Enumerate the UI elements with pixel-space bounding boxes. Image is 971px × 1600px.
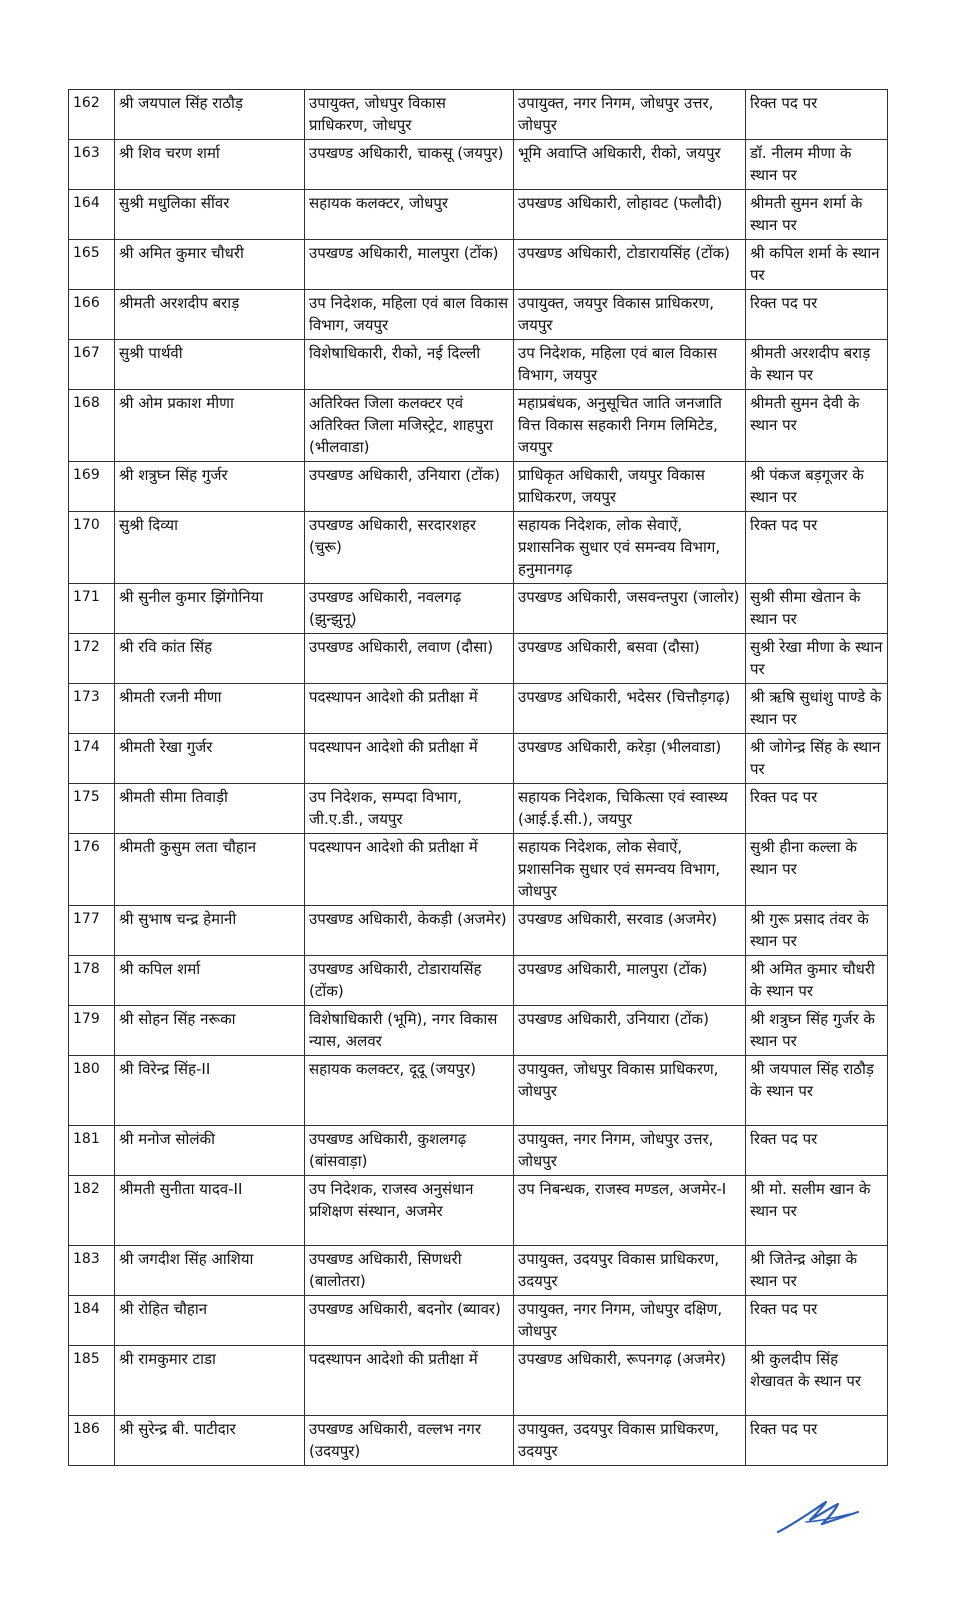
transfer-table [68,89,888,1466]
new-posting-cell: सहायक निदेशक, लोक सेवाऐं, प्रशासनिक सुधार एवं समन्वय विभाग, जोधपुर [514,834,746,906]
table-row [69,1006,888,1056]
serial-number-cell: 162 [69,90,115,140]
officer-name-cell: श्रीमती सुनीता यादव-II [115,1176,305,1246]
table-row [69,190,888,240]
current-posting-cell: पदस्थापन आदेशो की प्रतीक्षा में [305,734,514,784]
table-row [69,784,888,834]
officer-name-cell: श्रीमती रेखा गुर्जर [115,734,305,784]
table-row [69,240,888,290]
remark-cell: रिक्त पद पर [746,512,888,584]
current-posting-cell: विशेषाधिकारी, रीको, नई दिल्ली [305,340,514,390]
serial-number-cell: 186 [69,1416,115,1466]
current-posting-cell: उपखण्ड अधिकारी, नवलगढ़ (झुन्झुनू) [305,584,514,634]
current-posting-cell: पदस्थापन आदेशो की प्रतीक्षा में [305,684,514,734]
new-posting-cell: उपायुक्त, नगर निगम, जोधपुर उत्तर, जोधपुर [514,1126,746,1176]
new-posting-cell: उपखण्ड अधिकारी, रूपनगढ़ (अजमेर) [514,1346,746,1416]
new-posting-cell: उप निदेशक, महिला एवं बाल विकास विभाग, जयपुर [514,340,746,390]
officer-name-cell: श्री सोहन सिंह नरूका [115,1006,305,1056]
current-posting-cell: उपायुक्त, जोधपुर विकास प्राधिकरण, जोधपुर [305,90,514,140]
new-posting-cell: प्राधिकृत अधिकारी, जयपुर विकास प्राधिकरण, जयपुर [514,462,746,512]
new-posting-cell: उपायुक्त, नगर निगम, जोधपुर दक्षिण, जोधपुर [514,1296,746,1346]
current-posting-cell: पदस्थापन आदेशो की प्रतीक्षा में [305,1346,514,1416]
current-posting-cell: उप निदेशक, राजस्व अनुसंधान प्रशिक्षण संस्थान, अजमेर [305,1176,514,1246]
serial-number-cell: 179 [69,1006,115,1056]
new-posting-cell: उपखण्ड अधिकारी, टोडारायसिंह (टोंक) [514,240,746,290]
officer-name-cell: श्री सुनील कुमार झिंगोनिया [115,584,305,634]
officer-name-cell: सुश्री दिव्या [115,512,305,584]
new-posting-cell: उपायुक्त, नगर निगम, जोधपुर उत्तर, जोधपुर [514,90,746,140]
table-row [69,956,888,1006]
table-row [69,140,888,190]
new-posting-cell: उपखण्ड अधिकारी, करेड़ा (भीलवाडा) [514,734,746,784]
officer-name-cell: श्री मनोज सोलंकी [115,1126,305,1176]
serial-number-cell: 185 [69,1346,115,1416]
new-posting-cell: उपखण्ड अधिकारी, उनियारा (टोंक) [514,1006,746,1056]
table-row [69,1346,888,1416]
serial-number-cell: 171 [69,584,115,634]
table-row [69,512,888,584]
remark-cell: सुश्री सीमा खेतान के स्थान पर [746,584,888,634]
remark-cell: सुश्री हीना कल्ला के स्थान पर [746,834,888,906]
current-posting-cell: उपखण्ड अधिकारी, उनियारा (टोंक) [305,462,514,512]
new-posting-cell: उपायुक्त, उदयपुर विकास प्राधिकरण, उदयपुर [514,1416,746,1466]
officer-name-cell: श्री सुभाष चन्द्र हेमानी [115,906,305,956]
officer-name-cell: श्रीमती अरशदीप बराड़ [115,290,305,340]
serial-number-cell: 163 [69,140,115,190]
serial-number-cell: 172 [69,634,115,684]
serial-number-cell: 170 [69,512,115,584]
remark-cell: डॉ. नीलम मीणा के स्थान पर [746,140,888,190]
new-posting-cell: भूमि अवाप्ति अधिकारी, रीको, जयपुर [514,140,746,190]
serial-number-cell: 164 [69,190,115,240]
current-posting-cell: उपखण्ड अधिकारी, केकड़ी (अजमेर) [305,906,514,956]
current-posting-cell: उपखण्ड अधिकारी, लवाण (दौसा) [305,634,514,684]
current-posting-cell: अतिरिक्त जिला कलक्टर एवं अतिरिक्त जिला मजिस्ट्रेट, शाहपुरा (भीलवाडा) [305,390,514,462]
new-posting-cell: उपखण्ड अधिकारी, लोहावट (फलौदी) [514,190,746,240]
current-posting-cell: उप निदेशक, महिला एवं बाल विकास विभाग, जयपुर [305,290,514,340]
officer-name-cell: श्री जगदीश सिंह आशिया [115,1246,305,1296]
current-posting-cell: उपखण्ड अधिकारी, चाकसू (जयपुर) [305,140,514,190]
remark-cell: सुश्री रेखा मीणा के स्थान पर [746,634,888,684]
new-posting-cell: उपखण्ड अधिकारी, भदेसर (चित्तौड़गढ़) [514,684,746,734]
remark-cell: श्री जितेन्द्र ओझा के स्थान पर [746,1246,888,1296]
table-row [69,1296,888,1346]
remark-cell: श्रीमती सुमन देवी के स्थान पर [746,390,888,462]
remark-cell: श्री पंकज बड़गूजर के स्थान पर [746,462,888,512]
remark-cell: रिक्त पद पर [746,90,888,140]
remark-cell: रिक्त पद पर [746,1416,888,1466]
remark-cell: श्री अमित कुमार चौधरी के स्थान पर [746,956,888,1006]
serial-number-cell: 165 [69,240,115,290]
serial-number-cell: 178 [69,956,115,1006]
remark-cell: रिक्त पद पर [746,290,888,340]
new-posting-cell: उपायुक्त, जयपुर विकास प्राधिकरण, जयपुर [514,290,746,340]
serial-number-cell: 176 [69,834,115,906]
officer-name-cell: श्रीमती कुसुम लता चौहान [115,834,305,906]
table-row [69,1176,888,1246]
new-posting-cell: उप निबन्धक, राजस्व मण्डल, अजमेर-I [514,1176,746,1246]
serial-number-cell: 173 [69,684,115,734]
serial-number-cell: 169 [69,462,115,512]
officer-name-cell: श्री सुरेन्द्र बी. पाटीदार [115,1416,305,1466]
table-row [69,90,888,140]
table-row [69,634,888,684]
remark-cell: श्री जयपाल सिंह राठौड़ के स्थान पर [746,1056,888,1126]
new-posting-cell: महाप्रबंधक, अनुसूचित जाति जनजाति वित्त विकास सहकारी निगम लिमिटेड, जयपुर [514,390,746,462]
new-posting-cell: उपखण्ड अधिकारी, जसवन्तपुरा (जालोर) [514,584,746,634]
officer-name-cell: श्री रामकुमार टाडा [115,1346,305,1416]
remark-cell: रिक्त पद पर [746,1296,888,1346]
remark-cell: श्री मो. सलीम खान के स्थान पर [746,1176,888,1246]
officer-name-cell: श्री शिव चरण शर्मा [115,140,305,190]
remark-cell: श्री कुलदीप सिंह शेखावत के स्थान पर [746,1346,888,1416]
officer-name-cell: श्री ओम प्रकाश मीणा [115,390,305,462]
officer-name-cell: श्री विरेन्द्र सिंह-II [115,1056,305,1126]
current-posting-cell: उपखण्ड अधिकारी, बदनोर (ब्यावर) [305,1296,514,1346]
new-posting-cell: उपायुक्त, उदयपुर विकास प्राधिकरण, उदयपुर [514,1246,746,1296]
current-posting-cell: सहायक कलक्टर, जोधपुर [305,190,514,240]
serial-number-cell: 180 [69,1056,115,1126]
current-posting-cell: उपखण्ड अधिकारी, टोडारायसिंह (टोंक) [305,956,514,1006]
officer-name-cell: सुश्री मधुलिका सींवर [115,190,305,240]
current-posting-cell: उपखण्ड अधिकारी, मालपुरा (टोंक) [305,240,514,290]
table-row [69,462,888,512]
table-row [69,290,888,340]
new-posting-cell: उपायुक्त, जोधपुर विकास प्राधिकरण, जोधपुर [514,1056,746,1126]
current-posting-cell: उपखण्ड अधिकारी, सरदारशहर (चुरू) [305,512,514,584]
table-row [69,734,888,784]
remark-cell: श्रीमती अरशदीप बराड़ के स्थान पर [746,340,888,390]
serial-number-cell: 183 [69,1246,115,1296]
new-posting-cell: उपखण्ड अधिकारी, सरवाड (अजमेर) [514,906,746,956]
current-posting-cell: विशेषाधिकारी (भूमि), नगर विकास न्यास, अलवर [305,1006,514,1056]
table-row [69,906,888,956]
current-posting-cell: उपखण्ड अधिकारी, कुशलगढ़ (बांसवाड़ा) [305,1126,514,1176]
new-posting-cell: उपखण्ड अधिकारी, बसवा (दौसा) [514,634,746,684]
remark-cell: श्री शत्रुघ्न सिंह गुर्जर के स्थान पर [746,1006,888,1056]
officer-name-cell: श्री अमित कुमार चौधरी [115,240,305,290]
serial-number-cell: 177 [69,906,115,956]
new-posting-cell: उपखण्ड अधिकारी, मालपुरा (टोंक) [514,956,746,1006]
serial-number-cell: 167 [69,340,115,390]
transfer-order-table-page [68,89,887,1466]
serial-number-cell: 168 [69,390,115,462]
current-posting-cell: सहायक कलक्टर, दूदू (जयपुर) [305,1056,514,1126]
officer-name-cell: श्री जयपाल सिंह राठौड़ [115,90,305,140]
serial-number-cell: 175 [69,784,115,834]
remark-cell: श्री गुरू प्रसाद तंवर के स्थान पर [746,906,888,956]
current-posting-cell: उप निदेशक, सम्पदा विभाग, जी.ए.डी., जयपुर [305,784,514,834]
remark-cell: रिक्त पद पर [746,784,888,834]
new-posting-cell: सहायक निदेशक, चिकित्सा एवं स्वास्थ्य (आई.ई.सी.), जयपुर [514,784,746,834]
serial-number-cell: 174 [69,734,115,784]
serial-number-cell: 182 [69,1176,115,1246]
table-row [69,1416,888,1466]
table-row [69,1126,888,1176]
table-row [69,1246,888,1296]
remark-cell: रिक्त पद पर [746,1126,888,1176]
current-posting-cell: पदस्थापन आदेशो की प्रतीक्षा में [305,834,514,906]
current-posting-cell: उपखण्ड अधिकारी, वल्लभ नगर (उदयपुर) [305,1416,514,1466]
officer-name-cell: श्रीमती रजनी मीणा [115,684,305,734]
remark-cell: श्री जोगेन्द्र सिंह के स्थान पर [746,734,888,784]
remark-cell: श्रीमती सुमन शर्मा के स्थान पर [746,190,888,240]
officer-name-cell: श्री रवि कांत सिंह [115,634,305,684]
officer-name-cell: श्री रोहित चौहान [115,1296,305,1346]
remark-cell: श्री ऋषि सुधांशु पाण्डे के स्थान पर [746,684,888,734]
table-row [69,1056,888,1126]
officer-name-cell: श्री कपिल शर्मा [115,956,305,1006]
serial-number-cell: 184 [69,1296,115,1346]
officer-name-cell: श्रीमती सीमा तिवाड़ी [115,784,305,834]
table-row [69,684,888,734]
table-row [69,834,888,906]
officer-name-cell: सुश्री पार्थवी [115,340,305,390]
serial-number-cell: 181 [69,1126,115,1176]
current-posting-cell: उपखण्ड अधिकारी, सिणधरी (बालोतरा) [305,1246,514,1296]
serial-number-cell: 166 [69,290,115,340]
remark-cell: श्री कपिल शर्मा के स्थान पर [746,240,888,290]
new-posting-cell: सहायक निदेशक, लोक सेवाऐं, प्रशासनिक सुधार एवं समन्वय विभाग, हनुमानगढ़ [514,512,746,584]
table-row [69,584,888,634]
officer-name-cell: श्री शत्रुघ्न सिंह गुर्जर [115,462,305,512]
table-row [69,340,888,390]
handwritten-signature [776,1494,860,1536]
table-row [69,390,888,462]
table-body [69,90,888,1466]
